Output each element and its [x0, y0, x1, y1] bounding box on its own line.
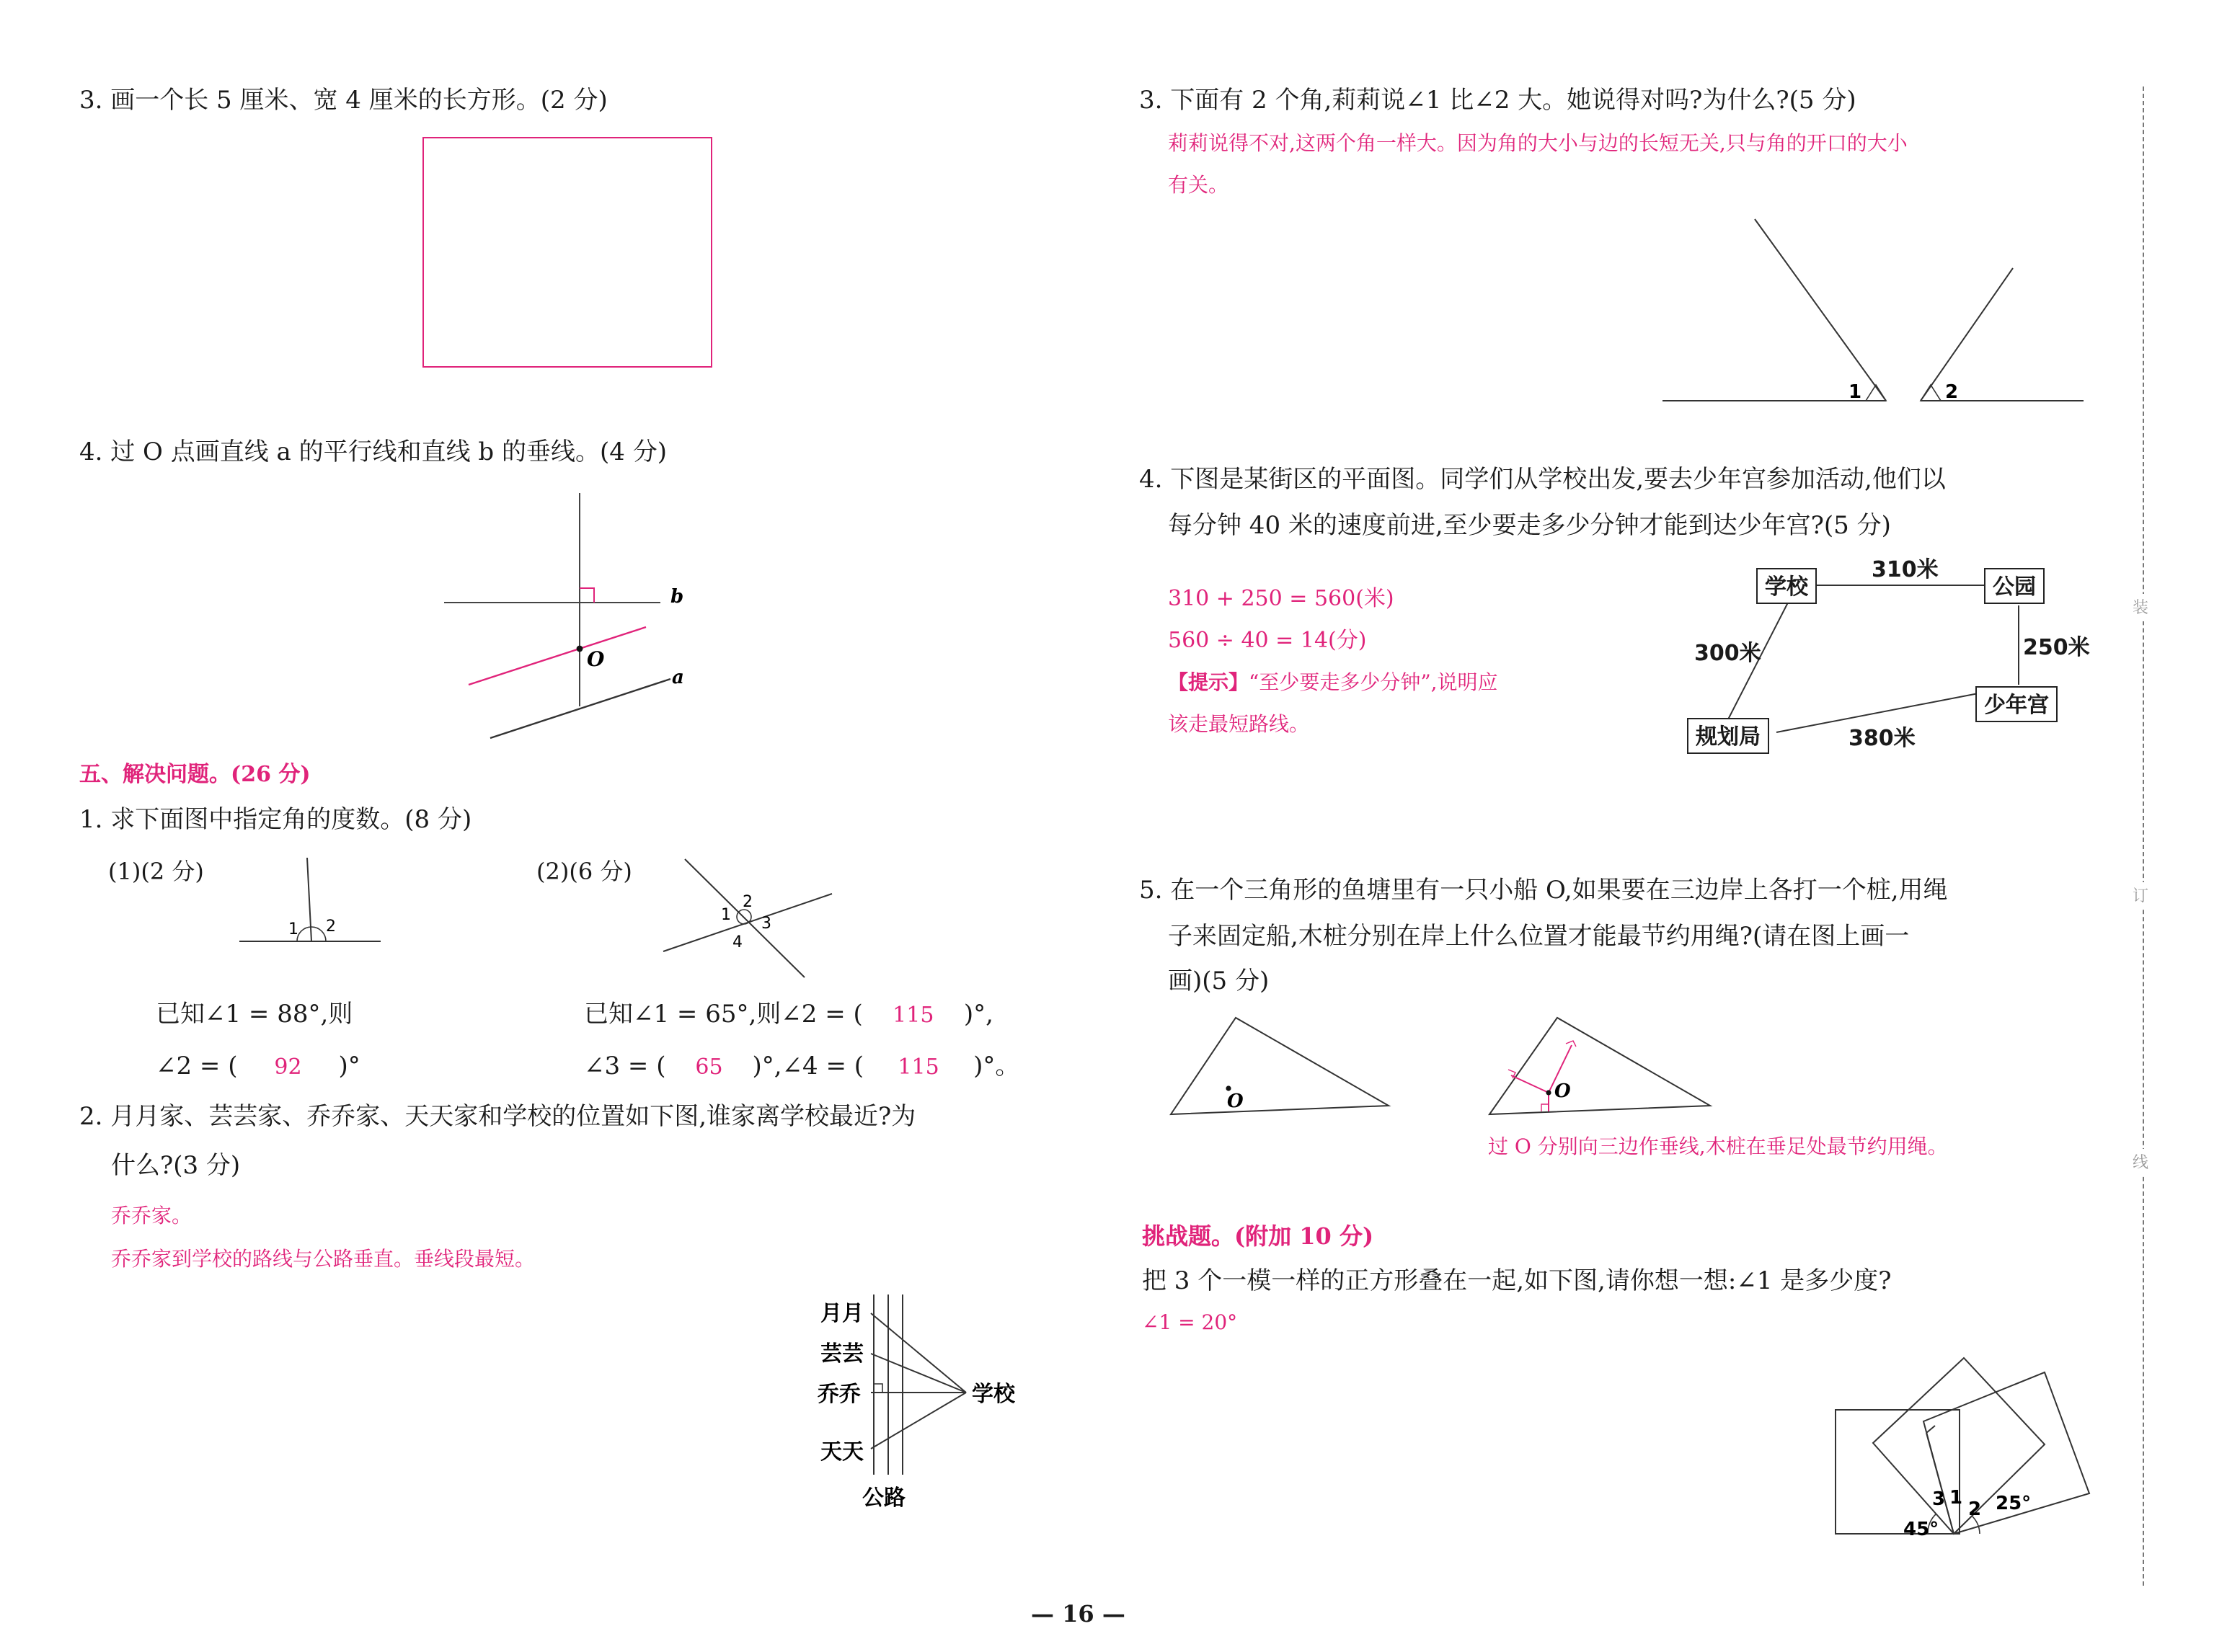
school-label: 学校 [972, 1382, 1015, 1407]
question-boat-line2: 子来固定船,木桩分别在岸上什么位置才能最节约用绳?(请在图上画一 [1168, 923, 1910, 951]
angle-25-label: 25° [1996, 1493, 2032, 1514]
distance-bottom: 380米 [1849, 725, 1916, 751]
question-parallel-perpendicular: 4. 过 O 点画直线 a 的平行线和直线 b 的垂线。(4 分) [79, 438, 667, 467]
question-boat-line3: 画)(5 分) [1168, 967, 1270, 996]
answer-closest-reason: 乔乔家到学校的路线与公路垂直。垂线段最短。 [111, 1248, 535, 1271]
challenge-answer: ∠1 = 20° [1142, 1312, 1238, 1335]
answer-rectangle [422, 137, 712, 368]
binding-dashed-line [2143, 86, 2144, 1586]
home-qiaoqiao-label: 乔乔 [818, 1382, 861, 1407]
question-compare-angles: 3. 下面有 2 个角,莉莉说∠1 比∠2 大。她说得对吗?为什么?(5 分) [1139, 86, 1856, 115]
map-planning-bureau-box: 规划局 [1687, 718, 1769, 754]
angle-2-label: 2 [1968, 1498, 1982, 1520]
question-closest-home-line1: 2. 月月家、芸芸家、乔乔家、天天家和学校的位置如下图,谁家离学校最近?为 [79, 1103, 916, 1132]
angle-3-label: 3 [1932, 1488, 1946, 1510]
map-park-box: 公园 [1984, 568, 2045, 604]
answer-compare-angles-line2: 有关。 [1168, 174, 1228, 197]
given-angle-1-65: 已知∠1 = 65°,则∠2 = ( 115 )°, [584, 1000, 993, 1029]
binding-char-xian: 线 [2133, 1149, 2148, 1176]
challenge-question: 把 3 个一模一样的正方形叠在一起,如下图,请你想一想:∠1 是多少度? [1142, 1267, 1892, 1296]
angle-1-label: 1 [288, 920, 298, 938]
angle-2-question: ∠2 = ( 92 )° [156, 1052, 360, 1081]
question-find-angles: 1. 求下面图中指定角的度数。(8 分) [79, 806, 472, 835]
angle-3-4-question: ∠3 = ( 65 )°,∠4 = ( 115 )°。 [584, 1052, 1020, 1081]
binding-char-ding: 订 [2133, 882, 2148, 910]
home-yunyun-label: 芸芸 [820, 1341, 864, 1367]
road-label: 公路 [862, 1486, 906, 1511]
angle-4-label: 4 [732, 933, 743, 951]
map-youth-palace-box: 少年宫 [1975, 686, 2058, 722]
subquestion-2-label: (2)(6 分) [536, 858, 632, 885]
question-shortest-route-line1: 4. 下图是某街区的平面图。同学们从学校出发,要去少年宫参加活动,他们以 [1139, 466, 1946, 494]
angle-figure-1 [231, 851, 389, 951]
boat-o-label-answer: O [1554, 1080, 1571, 1102]
line-a-label: a [672, 667, 684, 688]
home-yueyue-label: 月月 [820, 1301, 864, 1326]
angle-1-label: 1 [1849, 381, 1862, 403]
point-o-label: O [587, 647, 605, 671]
calc-distance: 310 + 250 = 560(米) [1168, 585, 1394, 611]
challenge-title: 挑战题。(附加 10 分) [1142, 1222, 1374, 1250]
question-boat-line1: 5. 在一个三角形的鱼塘里有一只小船 O,如果要在三边岸上各打一个桩,用绳 [1139, 876, 1948, 905]
calc-time: 560 ÷ 40 = 14(分) [1168, 627, 1367, 653]
distance-left: 300米 [1694, 640, 1761, 666]
parallel-perpendicular-figure [433, 487, 721, 747]
page-number: — 16 — [1031, 1600, 1125, 1627]
angle-2-label: 2 [326, 918, 336, 936]
answer-angle-4: 115 [898, 1054, 939, 1080]
map-school-box: 学校 [1756, 568, 1817, 604]
hint-line2: 该走最短路线。 [1168, 714, 1309, 737]
angle-45-label: 45° [1903, 1519, 1939, 1540]
three-squares-figure [1828, 1348, 2102, 1550]
answer-angle-2b: 115 [893, 1002, 934, 1028]
angle-figure-2 [656, 851, 844, 987]
angle-2-label: 2 [743, 893, 753, 911]
question-draw-rectangle: 3. 画一个长 5 厘米、宽 4 厘米的长方形。(2 分) [79, 86, 608, 115]
answer-boat: 过 O 分别向三边作垂线,木桩在垂足处最节约用绳。 [1488, 1136, 1948, 1159]
section-title-problem-solving: 五、解决问题。(26 分) [79, 761, 311, 787]
angle-1-label: 1 [721, 906, 731, 924]
answer-angle-3: 65 [695, 1054, 723, 1080]
homes-road-figure [807, 1290, 1053, 1521]
given-angle-1-88: 已知∠1 = 88°,则 [156, 1000, 353, 1029]
answer-closest-home: 乔乔家。 [111, 1205, 192, 1228]
line-b-label: b [670, 586, 684, 608]
subquestion-1-label: (1)(2 分) [108, 858, 204, 885]
question-closest-home-line2: 什么?(3 分) [111, 1152, 241, 1181]
angle-1-label: 1 [1949, 1487, 1963, 1509]
distance-top: 310米 [1872, 556, 1939, 582]
home-tiantian-label: 天天 [820, 1439, 864, 1465]
hint-line1: 【提示】“至少要走多少分钟”,说明应 [1168, 672, 1498, 695]
angle-3-label: 3 [761, 915, 771, 933]
angle-2-label: 2 [1945, 381, 1959, 403]
answer-compare-angles-line1: 莉莉说得不对,这两个角一样大。因为角的大小与边的长短无关,只与角的开口的大小 [1168, 133, 1908, 156]
answer-angle-2: 92 [274, 1054, 302, 1080]
binding-char-zhuang: 装 [2133, 594, 2148, 621]
question-shortest-route-line2: 每分钟 40 米的速度前进,至少要走多少分钟才能到达少年宫?(5 分) [1168, 512, 1891, 541]
boat-o-label: O [1227, 1091, 1244, 1112]
triangle-pond-figure [1161, 1009, 1399, 1124]
triangle-pond-answer [1482, 1009, 1720, 1124]
distance-right: 250米 [2023, 634, 2090, 660]
two-angles-figure [1658, 213, 2091, 408]
